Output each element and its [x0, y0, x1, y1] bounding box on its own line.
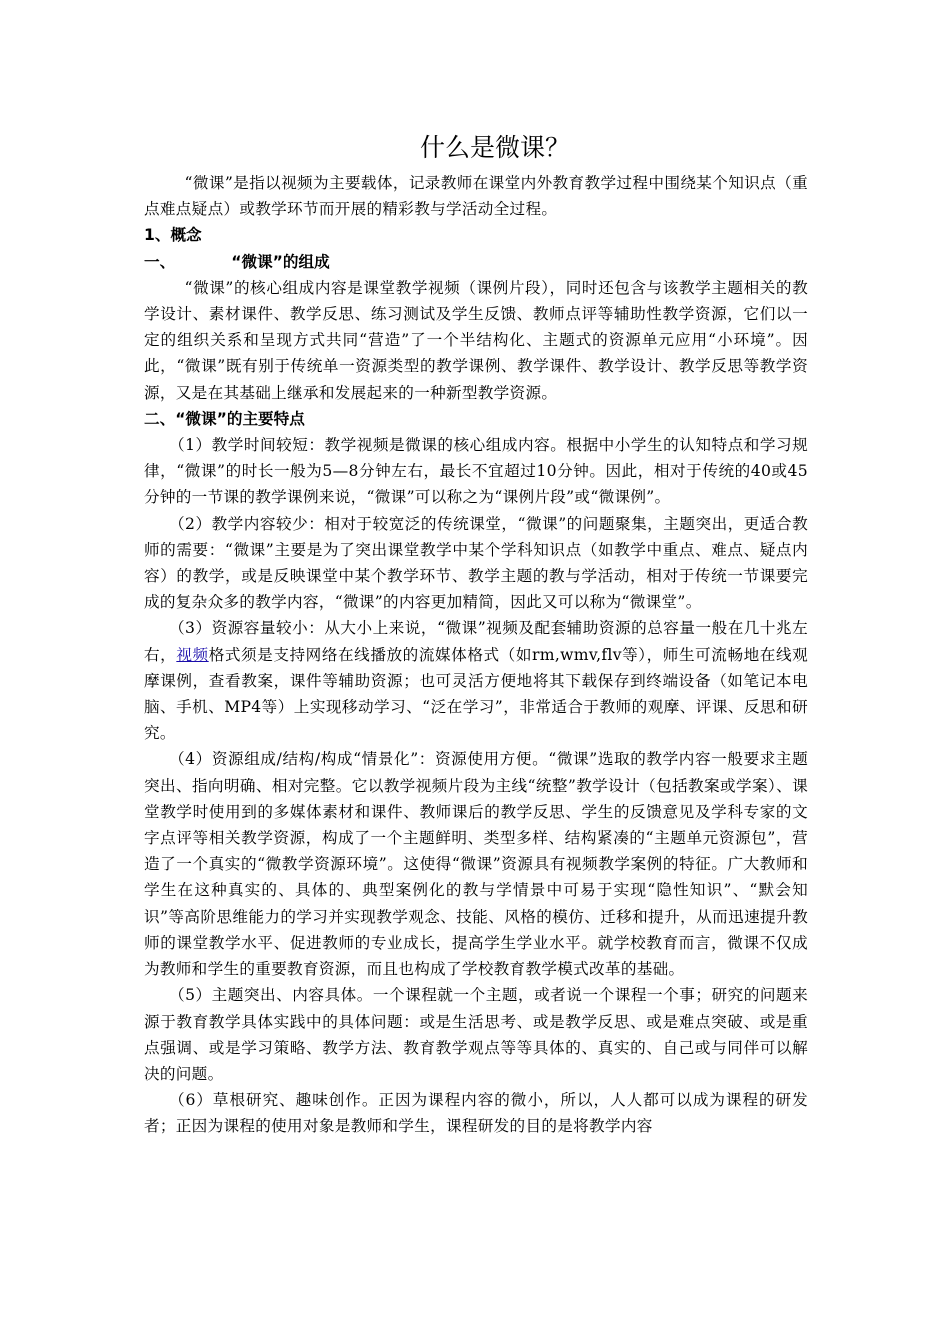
subheading-text: “微课”的组成	[231, 252, 330, 271]
feature-5-paragraph: （5）主题突出、内容具体。一个课程就一个主题，或者说一个课程一个事；研究的问题来源于教育教学具体实践中的具体问题：或是生活思考、或是教学反思、或是难点突破、或是重点强调、或是学习策略、教学方法、教育教学观点等等具体的、真实的、自己或与同伴可以解决的问题。	[144, 986, 808, 1083]
subheading-number: 一、	[144, 252, 176, 271]
subheading-composition	[144, 249, 808, 275]
feature-3-paragraph	[144, 615, 808, 746]
video-link[interactable]: 视频	[176, 645, 209, 664]
feature-3-text-before: （3）资源容量较小：从大小上来说，“微课”视频及配套辅助资源的总容量一般在几十兆左右，	[144, 619, 808, 664]
feature-1-paragraph: （1）教学时间较短：教学视频是微课的核心组成内容。根据中小学生的认知特点和学习规律，“微课”的时长一般为5—8分钟左右，最长不宜超过10分钟。因此，相对于传统的40或45分钟的一节课的教学课例来说，“微课”可以称之为“课例片段”或“微课例”。	[144, 436, 808, 507]
subheading-features: 二、“微课”的主要特点	[144, 409, 305, 428]
section-heading-concept: 1、概念	[144, 226, 202, 245]
feature-2-paragraph: （2）教学内容较少：相对于较宽泛的传统课堂，“微课”的问题聚集，主题突出，更适合教师的需要：“微课”主要是为了突出课堂教学中某个学科知识点（如教学中重点、难点、疑点内容）的教学，或是反映课堂中某个教学环节、教学主题的教与学活动，相对于传统一节课要完成的复杂众多的教学内容，“微课”的内容更加精简，因此又可以称为“微课堂”。	[144, 514, 808, 612]
feature-4-paragraph: （4）资源组成/结构/构成“情景化”：资源使用方便。“微课”选取的教学内容一般要求主题突出、指向明确、相对完整。它以教学视频片段为主线“统整”教学设计（包括教案或学案）、课堂教学时使用到的多媒体素材和课件、教师课后的教学反思、学生的反馈意见及学科专家的文字点评等相关教学资源，构成了一个主题鲜明、类型多样、结构紧凑的“主题单元资源包”，营造了一个真实的“微教学资源环境”。这使得“微课”资源具有视频教学案例的特征。广大教师和学生在这种真实的、具体的、典型案例化的教与学情景中可易于实现“隐性知识”、“默会知识”等高阶思维能力的学习并实现教学观念、技能、风格的模仿、迁移和提升，从而迅速提升教师的课堂教学水平、促进教师的专业成长，提高学生学业水平。就学校教育而言，微课不仅成为教师和学生的重要教育资源，而且也构成了学校教育教学模式改革的基础。	[144, 750, 808, 979]
document-page	[144, 128, 808, 1140]
feature-3-text-after: 格式须是支持网络在线播放的流媒体格式（如rm,wmv,flv等），师生可流畅地在线观摩课例，查看教案，课件等辅助资源；也可灵活方便地将其下载保存到终端设备（如笔记本电脑、手机、MP4等）上实现移动学习、“泛在学习”，非常适合于教师的观摩、评课、反思和研究。	[144, 645, 808, 743]
intro-paragraph: “微课”是指以视频为主要载体，记录教师在课堂内外教育教学过程中围绕某个知识点（重点难点疑点）或教学环节而开展的精彩教与学活动全过程。	[144, 174, 808, 219]
feature-6-paragraph: （6）草根研究、趣味创作。正因为课程内容的微小，所以，人人都可以成为课程的研发者；正因为课程的使用对象是教师和学生，课程研发的目的是将教学内容	[144, 1091, 808, 1136]
page-title: 什么是微课？	[419, 133, 570, 162]
composition-paragraph: “微课”的核心组成内容是课堂教学视频（课例片段），同时还包含与该教学主题相关的教学设计、素材课件、教学反思、练习测试及学生反馈、教师点评等辅助性教学资源，它们以一定的组织关系和呈现方式共同“营造”了一个半结构化、主题式的资源单元应用“小环境”。因此，“微课”既有别于传统单一资源类型的教学课例、教学课件、教学设计、教学反思等教学资源，又是在其基础上继承和发展起来的一种新型教学资源。	[144, 278, 808, 402]
